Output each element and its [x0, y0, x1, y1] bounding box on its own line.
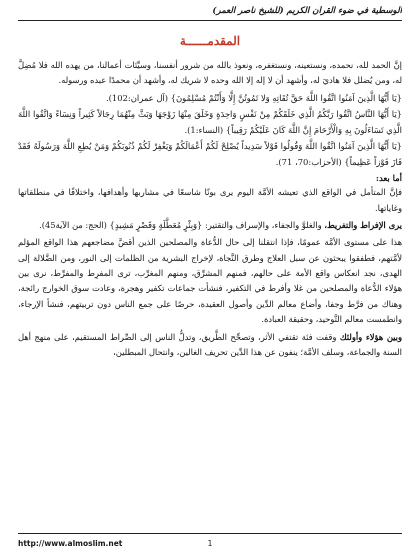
ayah-3: {يَا أَيُّهَا الَّذِينَ آمَنُوا اتَّقُوا اللَّهَ وَقُولُوا قَوْلاً سَدِيداً يُصْلِحْ لَكُمْ أَعْمَالَكُمْ وَيَغْفِرْ لَكُمْ ذُنُوبَكُمْ وَمَنْ يُطِعِ اللَّهَ وَرَسُولَهُ فَقَدْ فَازَ فَوْزاً عَظِيماً} (الأحزاب:70، 71).	[18, 141, 402, 167]
bayn-paragraph	[18, 330, 402, 361]
page-title: المقدمــــــة	[179, 34, 241, 48]
intro-paragraph: إنَّ الحمد لله، نحمده، ونستعينه، ونستغفره، ونعوذ بالله من شرور أنفسنا، وسيِّئات أعمالنا، من يهده الله فلا مُضِلَّ له، ومن يُضلل فلا هاديَ له، وأشهد أن لا إله إلا الله وحده لا شريك له، وأشهد أن محمدًا عبده ورسوله.	[18, 60, 402, 86]
footer-url-link[interactable]: http://www.almoslim.net	[18, 539, 123, 548]
ayah-2: {يَا أَيُّهَا النَّاسُ اتَّقُوا رَبَّكُمُ الَّذِي خَلَقَكُمْ مِنْ نَفْسٍ وَاحِدَةٍ وَخَلَقَ مِنْهَا زَوْجَهَا وَبَثَّ مِنْهُمَا رِجَالاً كَثِيراً وَنِسَاءً وَاتَّقُوا اللَّهَ الَّذِي تَسَاءَلُونَ بِهِ وَالْأَرْحَامَ إِنَّ اللَّهَ كَانَ عَلَيْكُمْ رَقِيباً} (النساء:1).	[18, 109, 402, 135]
bayn-heading: وبين هؤلاء وأولئك	[339, 331, 402, 342]
amma-bad-heading: أما بعد:	[375, 173, 402, 184]
page-number: 1	[207, 539, 213, 548]
running-header: الوسطية في ضوء القرآن الكريم (للشيخ ناصر العمر)	[18, 6, 402, 21]
main-content	[18, 58, 402, 362]
ifrat-paragraph	[18, 218, 402, 233]
body-paragraph-1: فإنَّ المتأمل في الواقع الذي تعيشه الأمَّة اليوم يرى بونًا شاسعًا في مشاربها وأهدافها، واختلافًا في منطلقاتها وغاياتها.	[18, 187, 402, 213]
ayah-1: {يَا أَيُّهَا الَّذِينَ آمَنُوا اتَّقُوا اللَّهَ حَقَّ تُقَاتِهِ وَلا تَمُوتُنَّ إِلَّا وَأَنْتُمْ مُسْلِمُونَ} (آل عمران:102).	[105, 92, 402, 103]
ifrat-heading: يرى الإفراط والتفريط،	[324, 220, 402, 231]
ifrat-text: والغلوَّ والجفاء، والإسراف والتقتير: {وَبِئْرٍ مُعَطَّلَةٍ وَقَصْرٍ مَشِيدٍ} (الحج: من الآية45).	[39, 220, 325, 231]
page-footer	[18, 533, 402, 552]
body-paragraph-2: هذا على مستوى الأمَّة عمومًا، فإذا انتقلنا إلى حال الدُّعاة والمصلحين الذين أقضَّ مضاجعهم هذا الواقع المؤلم لأمَّتهم، فطفقوا يبحثون عن سبل العلاج وطرق النَّجاة، لإخراج البشرية من الظلمات إلى النور، ومن الضَّلالة إلى الهدى، نجد انعكاس واقع الأمة على حالهم، فمنهم المشرِّق، ومنهم المغرِّب، ترى المفرِط والمفرِّط، نرى بين هؤلاء الدُّعاة والمصلحين من غلا وأفرط في التكفير، فنشأت جماعات تكفير وهجرة، وعادت سوق الخوارج رائجة، وهناك من فرَّط وجفا، وأضاع معالم الدِّين وأصول العقيدة، حرصًا على جمع الناس دون تربيتهم، فنشأ الإرجاء، وانطمست معالم التَّوحيد، وحقيقة العبادة.	[18, 237, 402, 325]
bayn-text: وقفت فئة تقتفي الأثر، وتصحِّح الطَّريق، وتدلُّ الناس إلى الصِّراط المستقيم، على منهج أهل السنة والجماعة، وسلف الأمَّة؛ ينفون عن هذا الدِّين تحريف الغالين، وانتحال المبطلين،	[18, 331, 402, 357]
